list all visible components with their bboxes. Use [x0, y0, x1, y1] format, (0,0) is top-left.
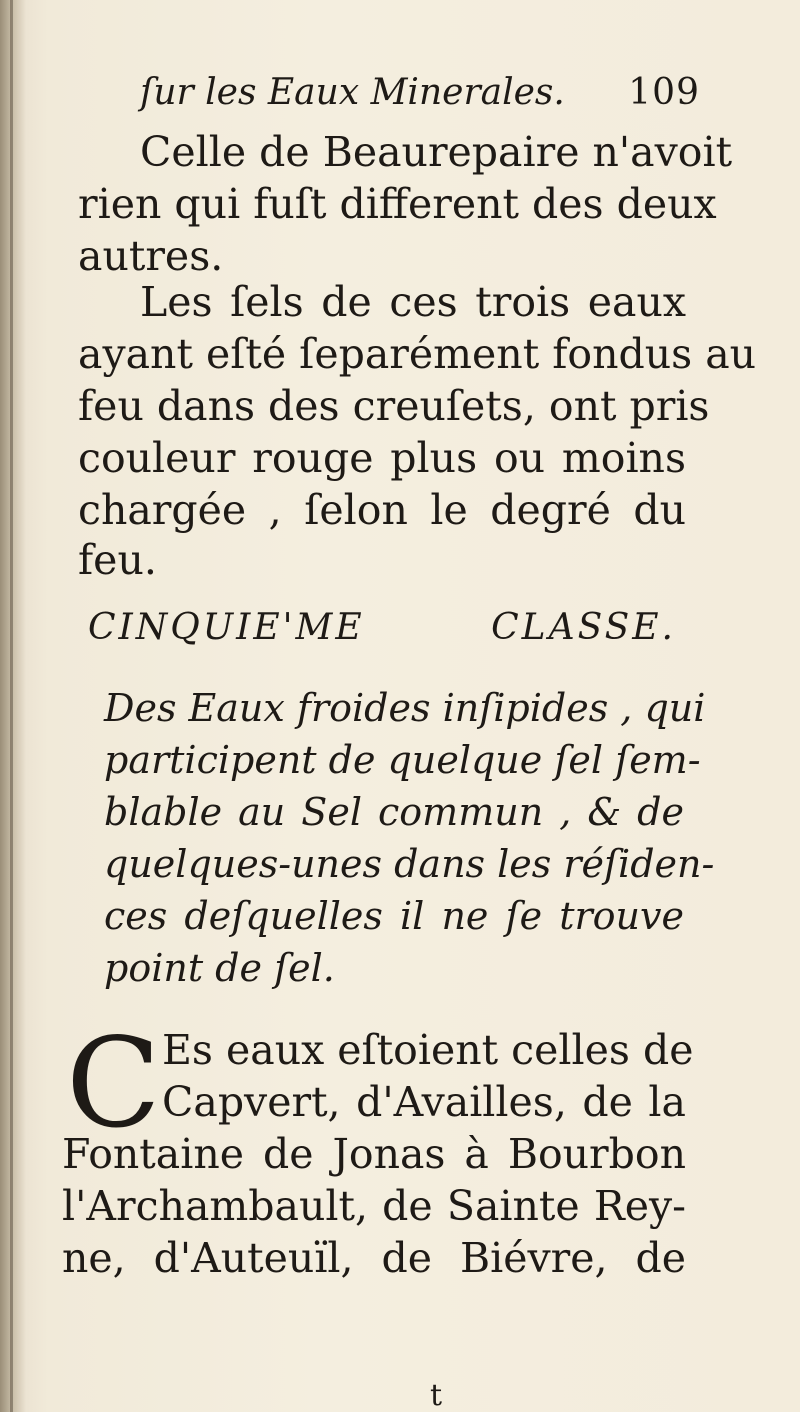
catchword: t	[430, 1378, 443, 1412]
running-header	[140, 72, 700, 116]
section-subtitle-line: quelques-unes dans les réſiden-	[104, 842, 715, 886]
section-subtitle-line: point de ſel.	[104, 946, 335, 990]
page-gutter-shadow	[0, 0, 26, 1412]
paragraph3-line: Capvert, d'Availles, de la	[162, 1078, 686, 1126]
section-subtitle-line: participent de quelque ſel ſem-	[104, 738, 701, 782]
paragraph1-line: autres.	[78, 232, 224, 280]
drop-cap: C	[66, 1012, 161, 1156]
paragraph2-line: feu.	[78, 536, 157, 584]
paragraph3-line: l'Archambault, de Sainte Rey-	[62, 1182, 686, 1230]
section-title: CINQUIE'ME CLASSE.	[88, 607, 676, 648]
page-number: 109	[628, 72, 700, 113]
paragraph3-line: Fontaine de Jonas à Bourbon	[62, 1130, 686, 1178]
paragraph2-line: feu dans des creuſets, ont pris	[78, 382, 710, 430]
paragraph2-line: chargée , ſelon le degré du	[78, 486, 686, 534]
paragraph3-line: Es eaux eſtoient celles de	[162, 1026, 694, 1074]
section-subtitle-line: ces deſquelles il ne ſe trouve	[104, 894, 684, 938]
paragraph1-line: rien qui fuſt different des deux	[78, 180, 717, 228]
paragraph2-line: ayant eſté ſeparément fondus au	[78, 330, 757, 378]
paragraph3-line: ne, d'Auteuïl, de Biévre, de	[62, 1234, 686, 1282]
paragraph2-line: couleur rouge plus ou moins	[78, 434, 686, 482]
section-subtitle-line: blable au Sel commun , & de	[104, 790, 684, 834]
section-subtitle-line: Des Eaux froides inſipides , qui	[104, 686, 706, 730]
running-title: ſur les Eaux Minerales.	[140, 72, 565, 113]
paragraph1-line: Celle de Beaurepaire n'avoit	[140, 128, 733, 176]
page-gutter-edge	[10, 0, 13, 1412]
paragraph2-line: Les ſels de ces trois eaux	[140, 278, 686, 326]
